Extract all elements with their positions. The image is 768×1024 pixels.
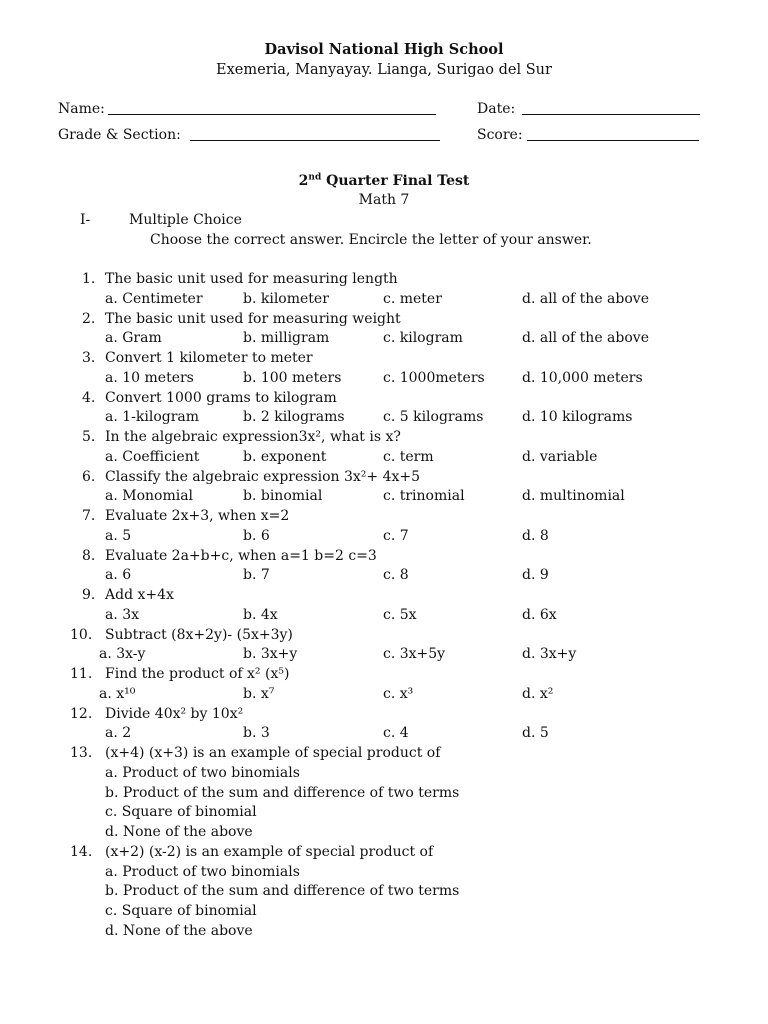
choice-c[interactable]: c. 5 kilograms <box>383 409 484 426</box>
choice-c[interactable]: c. 8 <box>383 567 409 584</box>
question-number: 9. <box>82 587 96 603</box>
choice-b[interactable]: b. 6 <box>243 527 270 544</box>
choice-d[interactable]: d. 3x+y <box>522 646 577 663</box>
question-number: 3. <box>82 350 96 366</box>
test-title <box>0 171 768 191</box>
question-text: Evaluate 2x+3, when x=2 <box>105 508 290 524</box>
question-number: 6. <box>82 468 96 485</box>
question-number: 14. <box>70 843 93 860</box>
choice-d[interactable]: d. 10,000 meters <box>522 369 643 386</box>
question-text: The basic unit used for measuring length <box>105 271 398 287</box>
choice-d[interactable]: d. 10 kilograms <box>522 409 633 426</box>
question-text: Divide 40x² by 10x² <box>105 705 244 722</box>
question-number: 12. <box>70 705 93 722</box>
choice-c[interactable]: c. term <box>383 448 434 465</box>
choice-c[interactable]: c. 4 <box>383 725 409 742</box>
choice-a[interactable]: a. Coefficient <box>105 448 200 465</box>
question-text: Find the product of x² (x⁵) <box>105 666 290 682</box>
choice-a[interactable]: a. Product of two binomials <box>105 764 300 781</box>
choice-d[interactable]: d. x² <box>522 685 554 702</box>
question-text: In the algebraic expression3x², what is x? <box>105 429 401 445</box>
score-line[interactable] <box>527 140 699 141</box>
question-text: Convert 1000 grams to kilogram <box>105 389 337 406</box>
choice-b[interactable]: b. binomial <box>243 488 323 505</box>
section-number: I- <box>80 212 91 228</box>
choice-a[interactable]: a. Monomial <box>105 488 194 505</box>
test-ordinal-suffix: nd <box>308 172 322 183</box>
choice-c[interactable]: c. meter <box>383 290 442 307</box>
grade-section-label: Grade & Section: <box>58 127 181 143</box>
choice-d[interactable]: d. multinomial <box>522 488 625 505</box>
choice-a[interactable]: a. 5 <box>105 527 132 544</box>
question-number: 10. <box>70 626 93 643</box>
choice-a[interactable]: a. 3x <box>105 606 140 623</box>
choice-c[interactable]: c. Square of binomial <box>105 903 257 919</box>
question-number: 5. <box>82 429 96 445</box>
choice-c[interactable]: c. 7 <box>383 527 409 544</box>
section-instruction: Choose the correct answer. Encircle the letter of your answer. <box>150 232 592 248</box>
question-number: 7. <box>82 508 96 524</box>
choice-a[interactable]: a. 1-kilogram <box>105 409 200 426</box>
question-number: 13. <box>70 745 93 761</box>
question-number: 1. <box>82 271 96 287</box>
choice-d[interactable]: d. None of the above <box>105 922 253 939</box>
choice-d[interactable]: d. variable <box>522 448 598 465</box>
choice-b[interactable]: b. kilometer <box>243 290 329 307</box>
choice-b[interactable]: b. x⁷ <box>243 685 275 702</box>
date-line[interactable] <box>522 114 700 115</box>
choice-d[interactable]: d. 5 <box>522 725 549 742</box>
name-label: Name: <box>58 101 105 117</box>
choice-a[interactable]: a. 3x-y <box>99 646 146 663</box>
choice-b[interactable]: b. 7 <box>243 567 270 584</box>
choice-a[interactable]: a. 2 <box>105 725 132 742</box>
choice-c[interactable]: c. 3x+5y <box>383 646 446 663</box>
choice-c[interactable]: c. kilogram <box>383 330 463 347</box>
choice-a[interactable]: a. Centimeter <box>105 290 203 307</box>
choice-b[interactable]: b. 3x+y <box>243 646 298 663</box>
section-title: Multiple Choice <box>129 212 242 228</box>
choice-a[interactable]: a. 10 meters <box>105 369 194 386</box>
question-text: Classify the algebraic expression 3x²+ 4x+5 <box>105 468 421 485</box>
question-number: 8. <box>82 547 96 564</box>
choice-b[interactable]: b. Product of the sum and difference of two terms <box>105 784 460 801</box>
choice-d[interactable]: d. 8 <box>522 527 549 544</box>
choice-c[interactable]: c. 1000meters <box>383 369 485 386</box>
test-subject: Math 7 <box>358 192 410 208</box>
choice-a[interactable]: a. 6 <box>105 567 132 584</box>
school-address: Exemeria, Manyayay. Lianga, Surigao del Sur <box>216 62 552 78</box>
question-text: Evaluate 2a+b+c, when a=1 b=2 c=3 <box>105 547 377 564</box>
choice-c[interactable]: c. x³ <box>383 685 414 702</box>
question-text: Add x+4x <box>105 587 174 603</box>
school-name: Davisol National High School <box>264 41 504 58</box>
choice-a[interactable]: a. x¹⁰ <box>99 685 136 702</box>
question-number: 2. <box>82 310 96 327</box>
grade-section-line[interactable] <box>190 140 440 141</box>
choice-b[interactable]: b. Product of the sum and difference of two terms <box>105 883 460 900</box>
question-text: (x+2) (x-2) is an example of special product of <box>105 843 434 860</box>
choice-b[interactable]: b. 3 <box>243 725 270 742</box>
question-number: 11. <box>70 666 93 682</box>
question-text: Subtract (8x+2y)- (5x+3y) <box>105 626 293 643</box>
choice-b[interactable]: b. exponent <box>243 448 327 465</box>
choice-d[interactable]: d. all of the above <box>522 290 649 307</box>
choice-b[interactable]: b. 2 kilograms <box>243 409 345 426</box>
choice-c[interactable]: c. 5x <box>383 606 417 623</box>
choice-b[interactable]: b. 4x <box>243 606 278 623</box>
question-number: 4. <box>82 389 96 406</box>
test-ordinal: 2 <box>298 173 309 189</box>
question-text: (x+4) (x+3) is an example of special product of <box>105 745 441 761</box>
choice-d[interactable]: d. 9 <box>522 567 549 584</box>
choice-d[interactable]: d. None of the above <box>105 824 253 840</box>
name-line[interactable] <box>108 114 436 115</box>
score-label: Score: <box>477 127 523 143</box>
choice-b[interactable]: b. 100 meters <box>243 369 342 386</box>
choice-d[interactable]: d. all of the above <box>522 330 649 347</box>
choice-d[interactable]: d. 6x <box>522 606 557 623</box>
question-text: Convert 1 kilometer to meter <box>105 350 313 366</box>
choice-c[interactable]: c. trinomial <box>383 488 465 505</box>
test-title-text: Quarter Final Test <box>321 173 470 189</box>
date-label: Date: <box>477 101 516 117</box>
choice-a[interactable]: a. Gram <box>105 330 162 347</box>
choice-a[interactable]: a. Product of two binomials <box>105 863 300 880</box>
choice-b[interactable]: b. milligram <box>243 330 330 347</box>
choice-c[interactable]: c. Square of binomial <box>105 804 257 821</box>
question-text: The basic unit used for measuring weight <box>105 310 401 327</box>
